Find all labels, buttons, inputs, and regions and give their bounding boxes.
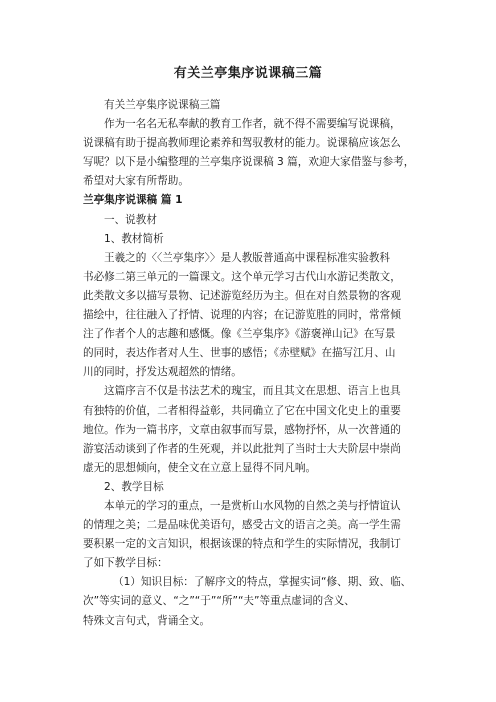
body-line: 希望对大家有所帮助。 bbox=[83, 175, 189, 188]
body-line: 了如下教学目标： bbox=[83, 557, 168, 570]
body-line: 有独特的价值，二者相得益彰，共同确立了它在中国文化史上的重要 bbox=[83, 404, 401, 417]
body-line: 描绘中，往往融入了抒情、说理的内容；在记游览胜的同时，常常倾 bbox=[83, 309, 401, 322]
body-line: 要积累一定的文言知识，根据该课的特点和学生的实际情况，我制订 bbox=[83, 538, 401, 551]
body-line: 王羲之的〈〈兰亭集序〉〉是人教版普通高中课程标准实验教科 bbox=[104, 251, 391, 264]
document-body bbox=[83, 96, 413, 631]
body-line: 本单元的学习的重点，一是赏析山水风物的自然之美与抒情谊认 bbox=[104, 499, 401, 512]
body-line: 虚无的思想倾向，使全文在立意上显得不同凡响。 bbox=[83, 461, 317, 474]
body-line: 的同时，表达作者对人生、世事的感悟；《赤壁赋》在描写江月、山 bbox=[83, 347, 396, 360]
body-line: 特殊文言句式，背诵全文。 bbox=[83, 614, 211, 627]
body-line: 川的同时，抒发达观超然的情绪。 bbox=[83, 366, 242, 379]
body-line: 注了作者个人的志趣和感慨。像《兰亭集序》《游褒禅山记》在写景 bbox=[83, 328, 396, 341]
body-line: 这篇序言不仅是书法艺术的瑰宝，而且其文在思想、语言上也具 bbox=[104, 385, 401, 398]
body-line: 地位。作为一篇书序，文章由叙事而写景，感物抒怀，从一次普通的 bbox=[83, 423, 401, 436]
body-line: （1）知识目标：了解序文的特点，掌握实词“修、期、致、临、 bbox=[113, 576, 412, 589]
document-title: 有关兰亭集序说课稿三篇 bbox=[173, 66, 323, 81]
body-line: 写呢？以下是小编整理的兰亭集序说课稿 3 篇，欢迎大家借鉴与参考， bbox=[83, 156, 415, 169]
body-line: 此类散文多以描写景物、记述游览经历为主。但在对自然景物的客观 bbox=[83, 289, 401, 302]
body-line: 2、教学目标 bbox=[104, 480, 164, 493]
body-line: 说课稿有助于提高教师理论素养和驾驭教材的能力。说课稿应该怎么 bbox=[83, 137, 401, 150]
body-line: 书必修二第三单元的一篇课文。这个单元学习古代山水游记类散文， bbox=[83, 270, 401, 283]
body-line: 1、教材简析 bbox=[104, 232, 164, 245]
body-line: 一、说教材 bbox=[104, 213, 157, 226]
body-line: 有关兰亭集序说课稿三篇 bbox=[104, 99, 221, 111]
body-line: 的情理之美；二是品味优美语句，感受古文的语言之美。高一学生需 bbox=[83, 519, 401, 532]
body-line: 作为一名名无私奉献的教育工作者，就不得不需要编写说课稿， bbox=[104, 118, 401, 131]
body-line: 次”等实词的意义、“之”“于”“所”“夫”等重点虚词的含义、 bbox=[83, 595, 355, 608]
body-line: 游宴活动谈到了作者的生死观，并以此批判了当时士大夫阶层中崇尚 bbox=[83, 442, 401, 455]
section-heading: 兰亭集序说课稿 篇 1 bbox=[83, 194, 183, 207]
